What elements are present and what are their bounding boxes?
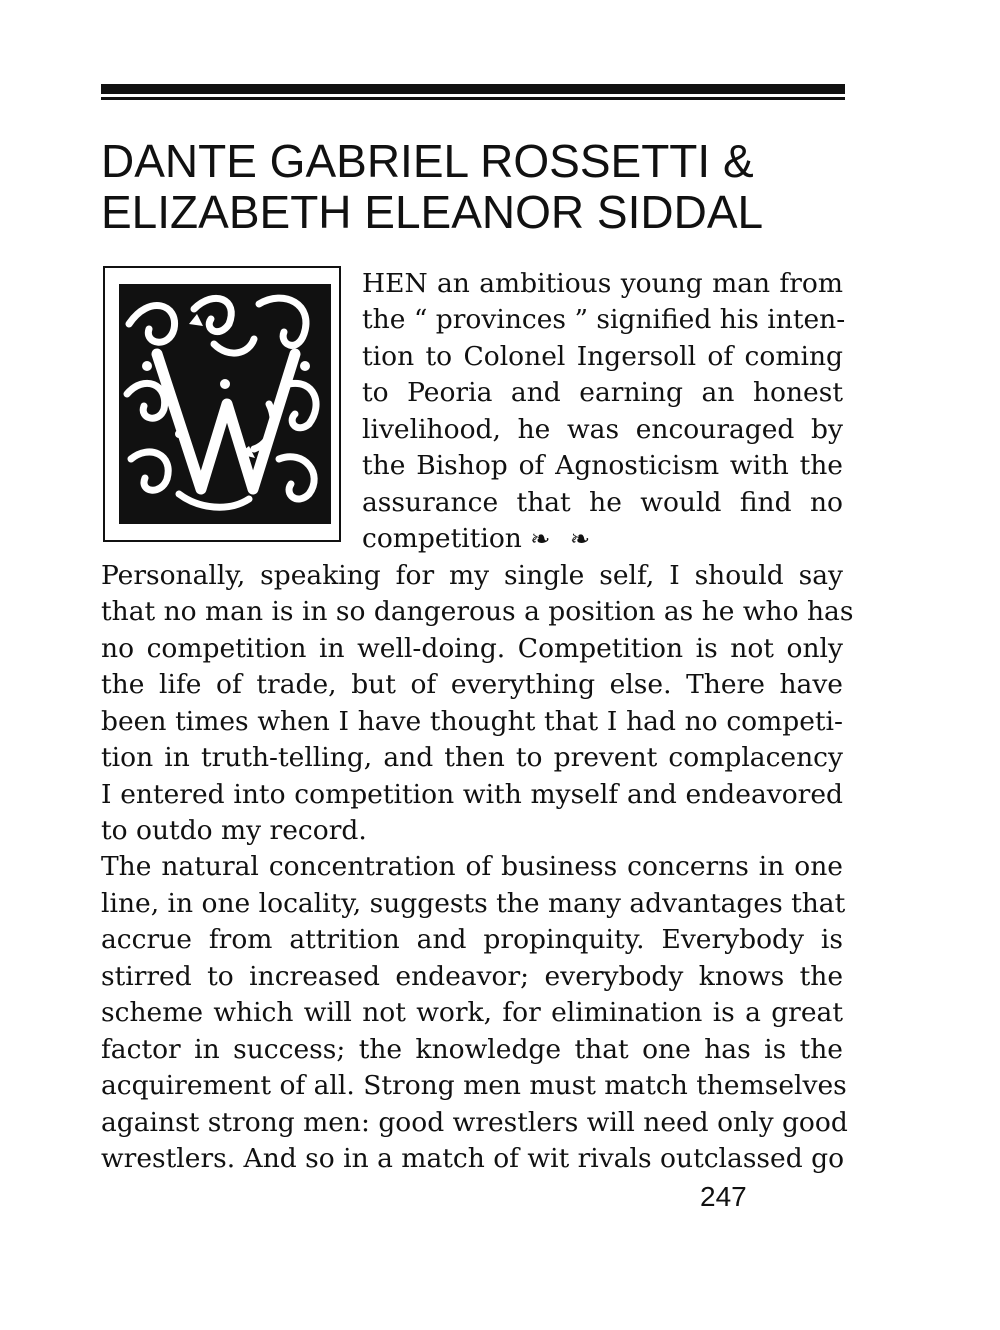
text-line: the Bishop of Agnosticism with the	[362, 450, 843, 481]
text-line: the life of trade, but of everything else. There have	[101, 669, 843, 700]
text-line: to outdo my record.	[101, 815, 367, 846]
text-line	[362, 521, 843, 557]
chapter-title	[101, 136, 861, 238]
drop-cap-ornament	[119, 284, 331, 524]
text-line: stirred to increased endeavor; everybody knows the	[101, 961, 843, 992]
text-line: wrestlers. And so in a match of wit rivals outclassed go	[101, 1143, 845, 1174]
text-line: livelihood, he was encouraged by	[362, 414, 843, 445]
text-line: I entered into competition with myself and endeavored	[101, 779, 843, 810]
text-line: scheme which will not work, for elimination is a great	[101, 997, 843, 1028]
text-line: been times when I have thought that I had no competi-	[101, 706, 843, 737]
text-line: against strong men: good wrestlers will need only good	[101, 1107, 848, 1138]
chapter-title-line-2: ELIZABETH ELEANOR SIDDAL	[101, 186, 764, 238]
fleuron-ornament: ❧ ❧	[530, 525, 597, 553]
text-line: tion to Colonel Ingersoll of coming	[362, 341, 843, 372]
text-line: the “ provinces ” signified his inten-	[362, 304, 846, 335]
text-line: Personally, speaking for my single self, I should say	[101, 560, 843, 591]
text-line: that no man is in so dangerous a position as he who has	[101, 596, 854, 627]
ornamental-drop-cap-icon	[119, 284, 331, 524]
text-line: tion in truth-telling, and then to prevent complacency	[101, 742, 843, 773]
text-line: assurance that he would find no	[362, 487, 843, 518]
text-line: to Peoria and earning an honest	[362, 377, 843, 408]
text-line: line, in one locality, suggests the many advantages that	[101, 888, 846, 919]
text-line: no competition in well-doing. Competition is not only	[101, 633, 843, 664]
text-line: The natural concentration of business concerns in one	[101, 851, 843, 882]
text-line: factor in success; the knowledge that one has is the	[101, 1034, 843, 1065]
header-rule-thin	[101, 97, 845, 100]
text-line: accrue from attrition and propinquity. Everybody is	[101, 924, 843, 955]
header-rule-thick	[101, 84, 845, 94]
text-line: acquirement of all. Strong men must match themselves	[101, 1070, 847, 1101]
chapter-title-line-1: DANTE GABRIEL ROSSETTI &	[101, 135, 754, 187]
page-number: 247	[700, 1181, 747, 1212]
text-line-content: competition	[362, 523, 522, 554]
text-line: HEN an ambitious young man from	[362, 268, 843, 299]
